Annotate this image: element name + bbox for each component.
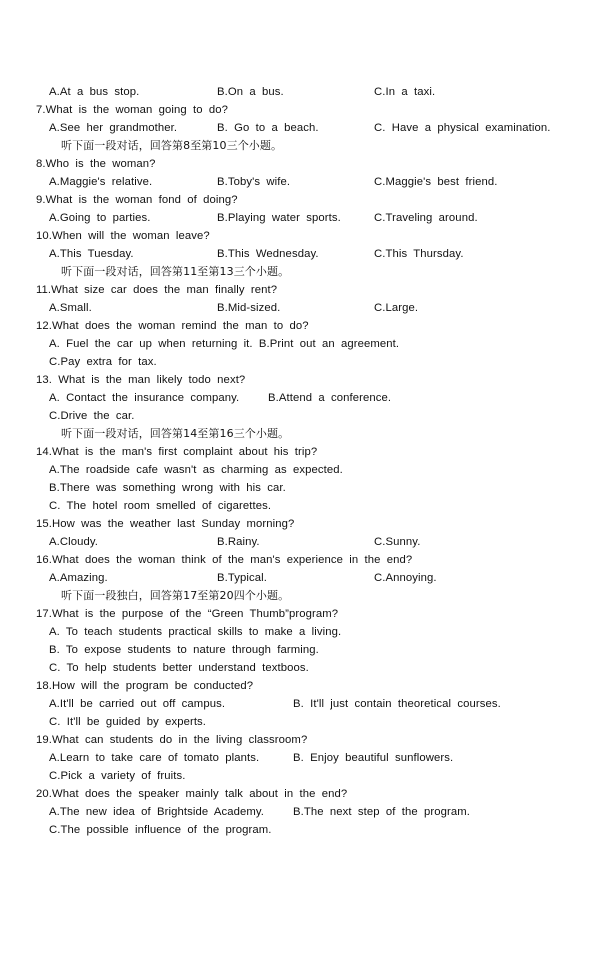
question-stem: 9.What is the woman fond of doing?: [36, 194, 238, 206]
question-stem: 11.What size car does the man finally rent?: [36, 284, 278, 296]
answer-option-a: A.The new idea of Brightside Academy.: [49, 806, 265, 818]
answer-option-line: C.The possible influence of the program.: [49, 824, 272, 836]
options-row: [0, 209, 595, 227]
answer-option-a: A.Amazing.: [49, 572, 108, 584]
answer-option-b: B.Typical.: [217, 572, 267, 584]
answer-option-c: C. Have a physical examination.: [374, 122, 551, 134]
answer-option-c: C.Large.: [374, 302, 419, 314]
answer-option-c: C.Maggie's best friend.: [374, 176, 498, 188]
section-instruction: 听下面一段对话，回答第14至第16三个小题。: [61, 427, 290, 440]
question-stem: 12.What does the woman remind the man to do?: [36, 320, 309, 332]
options-row: [0, 569, 595, 587]
question-stem: 14.What is the man's first complaint about his trip?: [36, 446, 318, 458]
section-instruction: 听下面一段独白，回答第17至第20四个小题。: [61, 589, 290, 602]
answer-option-line: B. To expose students to nature through farming.: [49, 644, 319, 656]
answer-option-b: B.Toby's wife.: [217, 176, 291, 188]
question-stem: 8.Who is the woman?: [36, 158, 156, 170]
answer-option-b: B.Rainy.: [217, 536, 260, 548]
answer-option-line: C. To help students better understand textboos.: [49, 662, 309, 674]
options-row: [0, 803, 595, 821]
answer-option-a: A.Small.: [49, 302, 92, 314]
question-stem: 10.When will the woman leave?: [36, 230, 210, 242]
section-instruction: 听下面一段对话，回答第11至第13三个小题。: [61, 265, 290, 278]
answer-option-a: A.Maggie's relative.: [49, 176, 153, 188]
answer-option-line: C.Drive the car.: [49, 410, 135, 422]
question-stem: 19.What can students do in the living classroom?: [36, 734, 308, 746]
options-row: [0, 83, 595, 101]
answer-option-a: A. Contact the insurance company.: [49, 392, 240, 404]
answer-option-b: B. Go to a beach.: [217, 122, 319, 134]
question-stem: 20.What does the speaker mainly talk about in the end?: [36, 788, 348, 800]
answer-option-b: B.Attend a conference.: [268, 392, 392, 404]
answer-option-b: B.Mid-sized.: [217, 302, 281, 314]
answer-option-c: C.Sunny.: [374, 536, 421, 548]
answer-option-a: A.This Tuesday.: [49, 248, 134, 260]
answer-option-a: A.Cloudy.: [49, 536, 99, 548]
answer-option-line: A. To teach students practical skills to make a living.: [49, 626, 342, 638]
answer-option-c: C.This Thursday.: [374, 248, 464, 260]
answer-option-b: B. It'll just contain theoretical courses.: [293, 698, 501, 710]
answer-option-b: B.This Wednesday.: [217, 248, 319, 260]
question-stem: 7.What is the woman going to do?: [36, 104, 229, 116]
options-row: [0, 245, 595, 263]
answer-option-a: A.See her grandmother.: [49, 122, 178, 134]
answer-option-a: A.Learn to take care of tomato plants.: [49, 752, 260, 764]
answer-option-line: A.The roadside cafe wasn't as charming as expected.: [49, 464, 343, 476]
question-stem: 15.How was the weather last Sunday morning?: [36, 518, 295, 530]
question-sheet: [0, 83, 595, 839]
answer-option-line: B.There was something wrong with his car.: [49, 482, 286, 494]
question-stem: 18.How will the program be conducted?: [36, 680, 254, 692]
answer-option-b: B.Playing water sports.: [217, 212, 341, 224]
options-row: [0, 173, 595, 191]
answer-option-c: C.In a taxi.: [374, 86, 436, 98]
section-instruction: 听下面一段对话，回答第8至第10三个小题。: [61, 139, 283, 152]
options-row: [0, 533, 595, 551]
answer-option-b: B.The next step of the program.: [293, 806, 470, 818]
answer-option-b: B.On a bus.: [217, 86, 284, 98]
answer-option-a: A.It'll be carried out off campus.: [49, 698, 226, 710]
options-row: [0, 749, 595, 767]
answer-option-line: C. The hotel room smelled of cigarettes.: [49, 500, 272, 512]
answer-option-a: A.Going to parties.: [49, 212, 151, 224]
question-stem: 17.What is the purpose of the “Green Thumb”program?: [36, 608, 339, 620]
answer-option-line: C. It'll be guided by experts.: [49, 716, 207, 728]
answer-option-line: C.Pick a variety of fruits.: [49, 770, 186, 782]
options-row: [0, 389, 595, 407]
options-row: [0, 119, 595, 137]
answer-option-line: A. Fuel the car up when returning it. B.Print out an agreement.: [49, 338, 400, 350]
options-row: [0, 299, 595, 317]
options-row: [0, 695, 595, 713]
answer-option-c: C.Traveling around.: [374, 212, 478, 224]
question-stem: 16.What does the woman think of the man's experience in the end?: [36, 554, 413, 566]
answer-option-line: C.Pay extra for tax.: [49, 356, 157, 368]
answer-option-c: C.Annoying.: [374, 572, 437, 584]
answer-option-b: B. Enjoy beautiful sunflowers.: [293, 752, 454, 764]
question-stem: 13. What is the man likely todo next?: [36, 374, 246, 386]
answer-option-a: A.At a bus stop.: [49, 86, 140, 98]
